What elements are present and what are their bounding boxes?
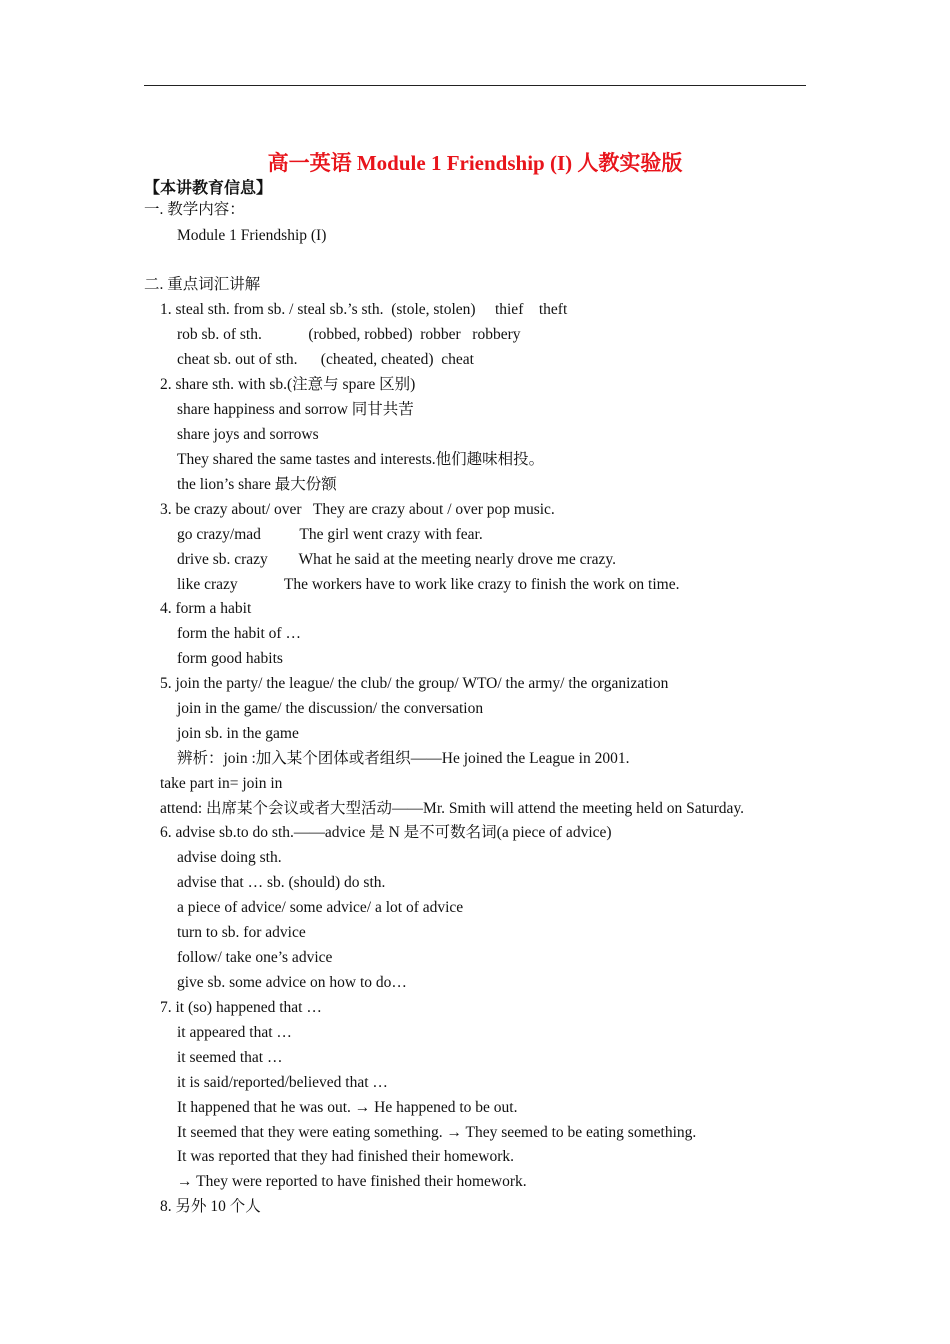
- text-line: rob sb. of sth. (robbed, robbed) robber robbery: [177, 326, 521, 343]
- text-line: 5. join the party/ the league/ the club/ the group/ WTO/ the army/ the organization: [160, 675, 669, 692]
- header-rule: [144, 85, 806, 86]
- text-line: like crazy The workers have to work like crazy to finish the work on time.: [177, 576, 680, 593]
- text-line: 辨析：join :加入某个团体或者组织——He joined the League in 2001.: [177, 750, 630, 767]
- text-line: 3. be crazy about/ over They are crazy about / over pop music.: [160, 501, 555, 518]
- text-line: join in the game/ the discussion/ the conversation: [177, 700, 484, 717]
- text-line: go crazy/mad The girl went crazy with fear.: [177, 526, 483, 543]
- info-heading: 【本讲教育信息】: [144, 180, 273, 197]
- document-title: 高一英语 Module 1 Friendship (I) 人教实验版: [267, 151, 683, 175]
- text-line: → They were reported to have finished their homework.: [177, 1173, 527, 1190]
- text-line: 二. 重点词汇讲解: [144, 276, 261, 293]
- text-line: it is said/reported/believed that …: [177, 1074, 388, 1091]
- text-line: the lion’s share 最大份额: [177, 476, 337, 493]
- text-line: advise that … sb. (should) do sth.: [177, 874, 386, 891]
- text-line: It was reported that they had finished their homework.: [177, 1148, 515, 1165]
- text-line: join sb. in the game: [177, 725, 299, 742]
- text-line: take part in= join in: [160, 775, 283, 792]
- text-line: follow/ take one’s advice: [177, 949, 333, 966]
- text-line: 8. 另外 10 个人: [160, 1198, 261, 1215]
- text-line: attend: 出席某个会议或者大型活动——Mr. Smith will attend the meeting held on Saturday.: [160, 800, 745, 817]
- text-line: It happened that he was out. → He happened to be out.: [177, 1099, 518, 1116]
- text-line: form good habits: [177, 650, 283, 667]
- text-line: Module 1 Friendship (I): [177, 227, 327, 244]
- text-line: 6. advise sb.to do sth.——advice 是 N 是不可数名词(a piece of advice): [160, 824, 612, 841]
- text-line: it appeared that …: [177, 1024, 292, 1041]
- text-line: share happiness and sorrow 同甘共苦: [177, 401, 414, 418]
- text-line: it seemed that …: [177, 1049, 283, 1066]
- text-line: a piece of advice/ some advice/ a lot of advice: [177, 899, 464, 916]
- text-line: 4. form a habit: [160, 600, 252, 617]
- text-line: give sb. some advice on how to do…: [177, 974, 407, 991]
- text-line: It seemed that they were eating something. → They seemed to be eating something.: [177, 1124, 697, 1141]
- text-line: 一. 教学内容：: [144, 201, 245, 218]
- text-line: cheat sb. out of sth. (cheated, cheated) cheat: [177, 351, 474, 368]
- text-line: advise doing sth.: [177, 849, 282, 866]
- text-line: form the habit of …: [177, 625, 301, 642]
- text-line: turn to sb. for advice: [177, 924, 306, 941]
- text-line: They shared the same tastes and interests.他们趣味相投。: [177, 451, 545, 468]
- text-line: 2. share sth. with sb.(注意与 spare 区别): [160, 376, 416, 393]
- text-line: 1. steal sth. from sb. / steal sb.’s sth. (stole, stolen) thief theft: [160, 301, 568, 318]
- text-line: 7. it (so) happened that …: [160, 999, 322, 1016]
- text-line: share joys and sorrows: [177, 426, 319, 443]
- text-line: drive sb. crazy What he said at the meeting nearly drove me crazy.: [177, 551, 616, 568]
